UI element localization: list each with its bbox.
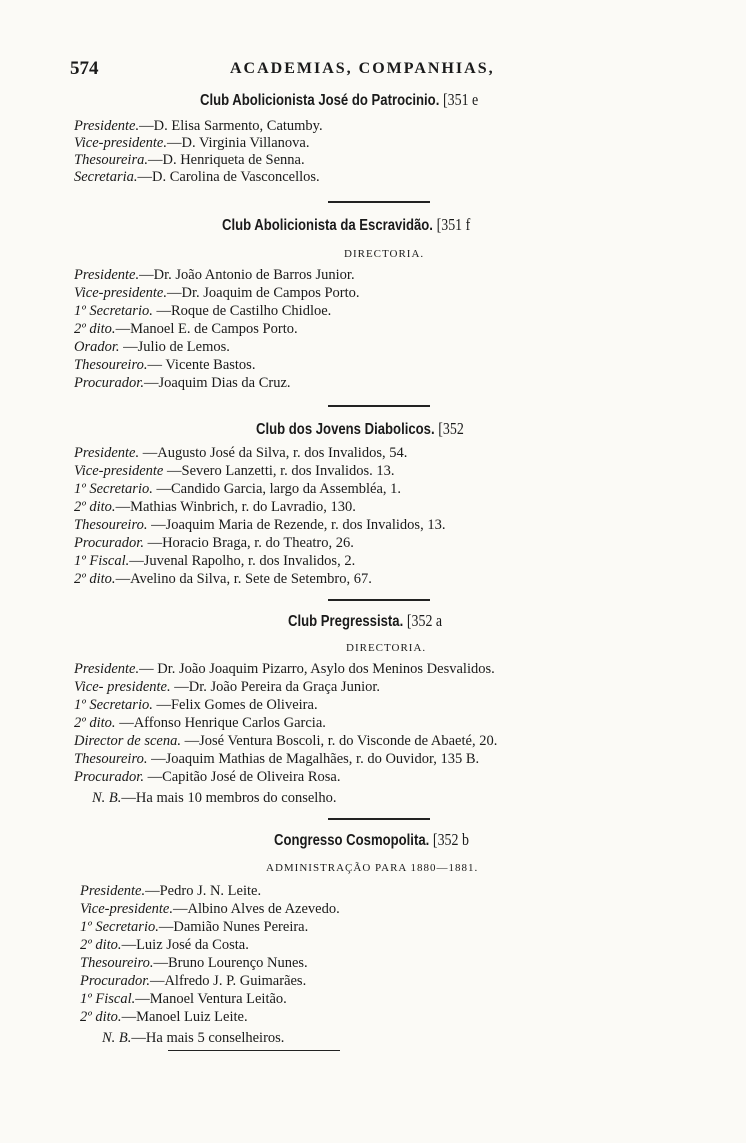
entry-line: Presidente. —Augusto José da Silva, r. dos Invalidos, 54. — [74, 445, 408, 461]
entry-line: Thesoureiro.— Vicente Bastos. — [74, 357, 256, 373]
entry-line: 1º Secretario. —Felix Gomes de Oliveira. — [74, 697, 318, 713]
section-reference: [351 e — [443, 90, 479, 109]
entry-line: Procurador. —Horacio Braga, r. do Theatro, 26. — [74, 535, 354, 551]
entry-line: Vice-presidente —Severo Lanzetti, r. dos Invalidos. 13. — [74, 463, 395, 479]
entry-line: 2º dito.—Mathias Winbrich, r. do Lavradio, 130. — [74, 499, 356, 515]
entry-line: Vice-presidente.—Albino Alves de Azevedo. — [80, 901, 340, 917]
entry-line: Vice-presidente.—D. Virginia Villanova. — [74, 135, 310, 151]
section-reference: [352 b — [432, 830, 469, 849]
section-title: Club dos Jovens Diabolicos. [352 — [256, 419, 464, 438]
entry-line: 2º dito.—Avelino da Silva, r. Sete de Setembro, 67. — [74, 571, 372, 587]
entry-line: 2º dito.—Luiz José da Costa. — [80, 937, 249, 953]
entry-line: Procurador.—Joaquim Dias da Cruz. — [74, 375, 291, 391]
section-subtitle: DIRECTORIA. — [346, 642, 427, 654]
section-divider — [328, 599, 430, 601]
entry-line: N. B.—Ha mais 5 conselheiros. — [102, 1030, 285, 1046]
section-divider — [328, 405, 430, 407]
entry-line: Secretaria.—D. Carolina de Vasconcellos. — [74, 169, 320, 185]
section-title: Club Abolicionista José do Patrocinio. [351 e — [200, 90, 479, 109]
section-title: Club Pregressista. [352 a — [288, 611, 443, 630]
entry-line: Presidente.—Dr. João Antonio de Barros Junior. — [74, 267, 355, 283]
page-number: 574 — [70, 58, 99, 79]
entry-line: Procurador. —Capitão José de Oliveira Rosa. — [74, 769, 341, 785]
entry-line: N. B.—Ha mais 10 membros do conselho. — [92, 790, 337, 806]
entry-line: Vice- presidente. —Dr. João Pereira da Graça Junior. — [74, 679, 381, 695]
entry-line: 1º Fiscal.—Juvenal Rapolho, r. dos Invalidos, 2. — [74, 553, 356, 569]
entry-line: 1º Secretario. —Roque de Castilho Chidloe. — [74, 303, 332, 319]
entry-line: 1º Fiscal.—Manoel Ventura Leitão. — [80, 991, 287, 1007]
entry-line: Presidente.— Dr. João Joaquim Pizarro, Asylo dos Meninos Desvalidos. — [74, 661, 495, 677]
entry-line: Procurador.—Alfredo J. P. Guimarães. — [80, 973, 307, 989]
entry-line: 2º dito. —Affonso Henrique Carlos Garcia. — [74, 715, 326, 731]
page-header — [70, 58, 550, 84]
section-reference: [352 — [438, 419, 464, 438]
running-title: ACADEMIAS, COMPANHIAS, — [230, 60, 495, 77]
entry-line: 2º dito.—Manoel E. de Campos Porto. — [74, 321, 298, 337]
entry-line: Thesoureiro.—Bruno Lourenço Nunes. — [80, 955, 308, 971]
entry-line: Presidente.—Pedro J. N. Leite. — [80, 883, 262, 899]
entry-line: Presidente.—D. Elisa Sarmento, Catumby. — [74, 118, 323, 134]
entry-line: Thesoureira.—D. Henriqueta de Senna. — [74, 152, 305, 168]
section-title: Congresso Cosmopolita. [352 b — [274, 830, 469, 849]
section-divider — [328, 201, 430, 203]
entry-line: Orador. —Julio de Lemos. — [74, 339, 230, 355]
section-reference: [352 a — [406, 611, 443, 630]
entry-line: 1º Secretario. —Candido Garcia, largo da Assembléa, 1. — [74, 481, 402, 497]
section-reference: [351 f — [436, 215, 471, 234]
section-subtitle: DIRECTORIA. — [344, 248, 425, 260]
section-title: Club Abolicionista da Escravidão. [351 f — [222, 215, 471, 234]
entry-line: Director de scena. —José Ventura Boscoli, r. do Visconde de Abaeté, 20. — [74, 733, 498, 749]
entry-line: Thesoureiro. —Joaquim Maria de Rezende, r. dos Invalidos, 13. — [74, 517, 446, 533]
section-subtitle: ADMINISTRAÇÃO PARA 1880—1881. — [266, 862, 479, 874]
section-divider — [168, 1050, 340, 1051]
entry-line: 2º dito.—Manoel Luiz Leite. — [80, 1009, 248, 1025]
entry-line: 1º Secretario.—Damião Nunes Pereira. — [80, 919, 309, 935]
entry-line: Thesoureiro. —Joaquim Mathias de Magalhães, r. do Ouvidor, 135 B. — [74, 751, 480, 767]
section-divider — [328, 818, 430, 820]
entry-line: Vice-presidente.—Dr. Joaquim de Campos Porto. — [74, 285, 360, 301]
